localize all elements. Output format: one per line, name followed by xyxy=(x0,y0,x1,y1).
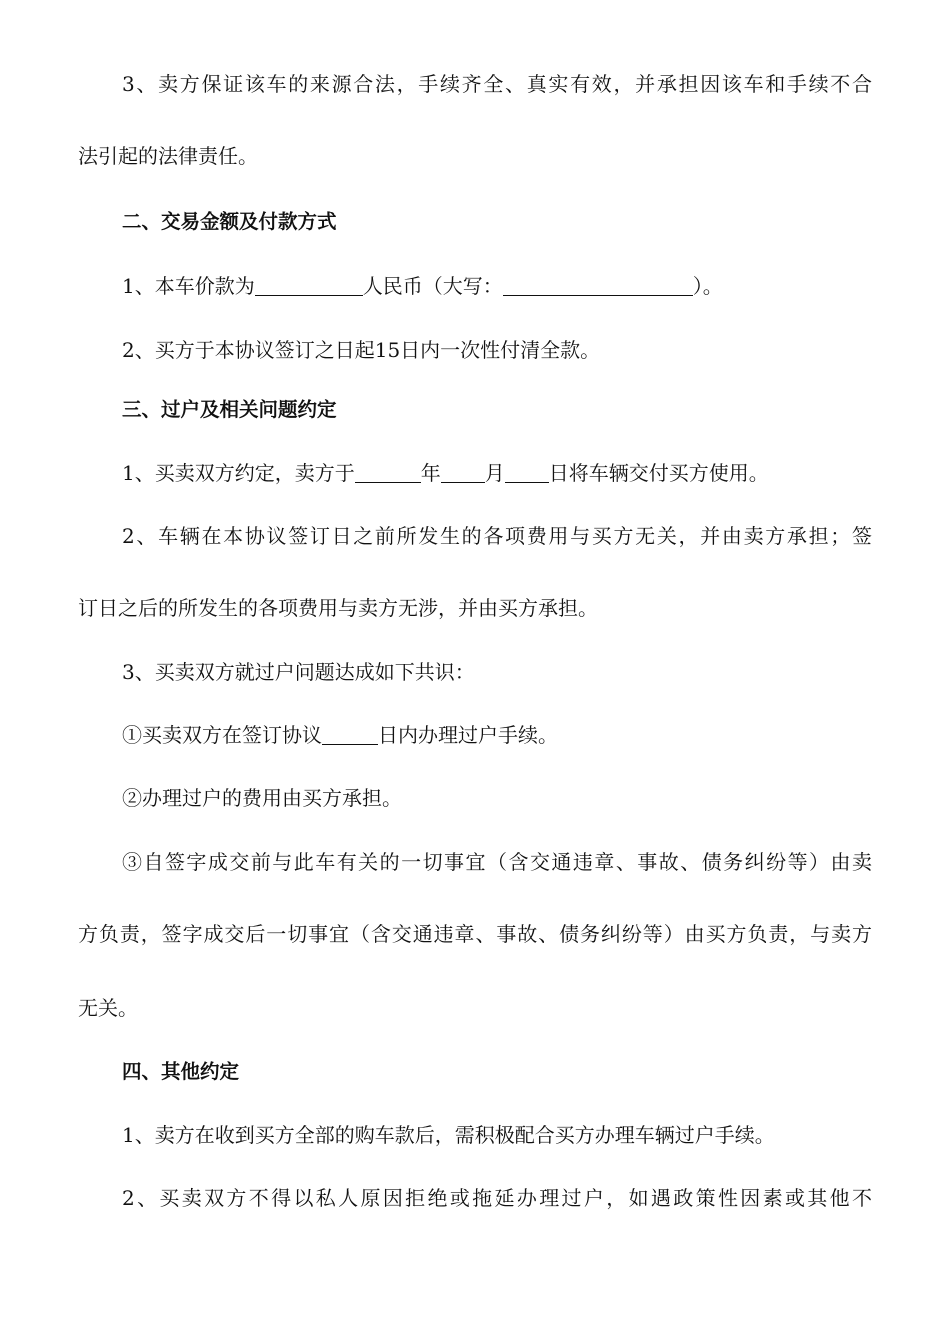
sub-clause-liability-cont: 方负责，签字成交后一切事宜（含交通违章、事故、债务纠纷等）由买方负责，与卖方 xyxy=(78,922,872,946)
clause-seller-cooperate: 1、卖方在收到买方全部的购车款后，需积极配合买方办理车辆过户手续。 xyxy=(122,1123,775,1147)
sub-clause-liability: ③自签字成交前与此车有关的一切事宜（含交通违章、事故、债务纠纷等）由卖 xyxy=(122,850,872,874)
clause-seller-guarantee: 3、卖方保证该车的来源合法，手续齐全、真实有效，并承担因该车和手续不合 xyxy=(122,72,872,96)
clause-seller-guarantee-cont: 法引起的法律责任。 xyxy=(78,144,258,168)
clause-fees: 2、车辆在本协议签订日之前所发生的各项费用与买方无关，并由卖方承担；签 xyxy=(122,524,872,548)
transfer-days-blank xyxy=(322,722,378,745)
transfer-days-suffix: 日内办理过户手续。 xyxy=(378,723,558,747)
clause-transfer-consensus: 3、买卖双方就过户问题达成如下共识： xyxy=(122,660,475,684)
sub-clause-liability-end: 无关。 xyxy=(78,996,138,1020)
delivery-month-label: 月 xyxy=(484,461,505,485)
section-heading-other: 四、其他约定 xyxy=(122,1060,240,1083)
sub-clause-transfer-fee: ②办理过户的费用由买方承担。 xyxy=(122,786,402,810)
section-heading-transfer: 三、过户及相关问题约定 xyxy=(122,398,337,421)
transfer-days-label: ①买卖双方在签订协议 xyxy=(122,723,322,747)
delivery-day-label: 日将车辆交付买方使用。 xyxy=(548,461,769,485)
price-currency-label: 人民币（大写： xyxy=(362,274,503,298)
delivery-label: 1、买卖双方约定，卖方于 xyxy=(122,461,355,485)
price-uppercase-blank xyxy=(503,273,693,296)
price-close: ）。 xyxy=(692,274,723,298)
delivery-year-label: 年 xyxy=(420,461,441,485)
clause-payment-deadline: 2、买方于本协议签订之日起15日内一次性付清全款。 xyxy=(122,338,601,362)
price-label: 1、本车价款为 xyxy=(122,274,255,298)
price-blank xyxy=(255,273,363,296)
delivery-day-blank xyxy=(505,460,549,483)
delivery-month-blank xyxy=(441,460,485,483)
clause-delivery-date xyxy=(122,459,922,487)
section-heading-payment: 二、交易金额及付款方式 xyxy=(122,210,337,233)
clause-price xyxy=(122,272,922,300)
clause-fees-cont: 订日之后的所发生的各项费用与卖方无涉，并由买方承担。 xyxy=(78,596,598,620)
delivery-year-blank xyxy=(355,460,421,483)
clause-no-delay: 2、买卖双方不得以私人原因拒绝或拖延办理过户，如遇政策性因素或其他不 xyxy=(122,1186,872,1210)
sub-clause-transfer-days xyxy=(122,721,922,749)
